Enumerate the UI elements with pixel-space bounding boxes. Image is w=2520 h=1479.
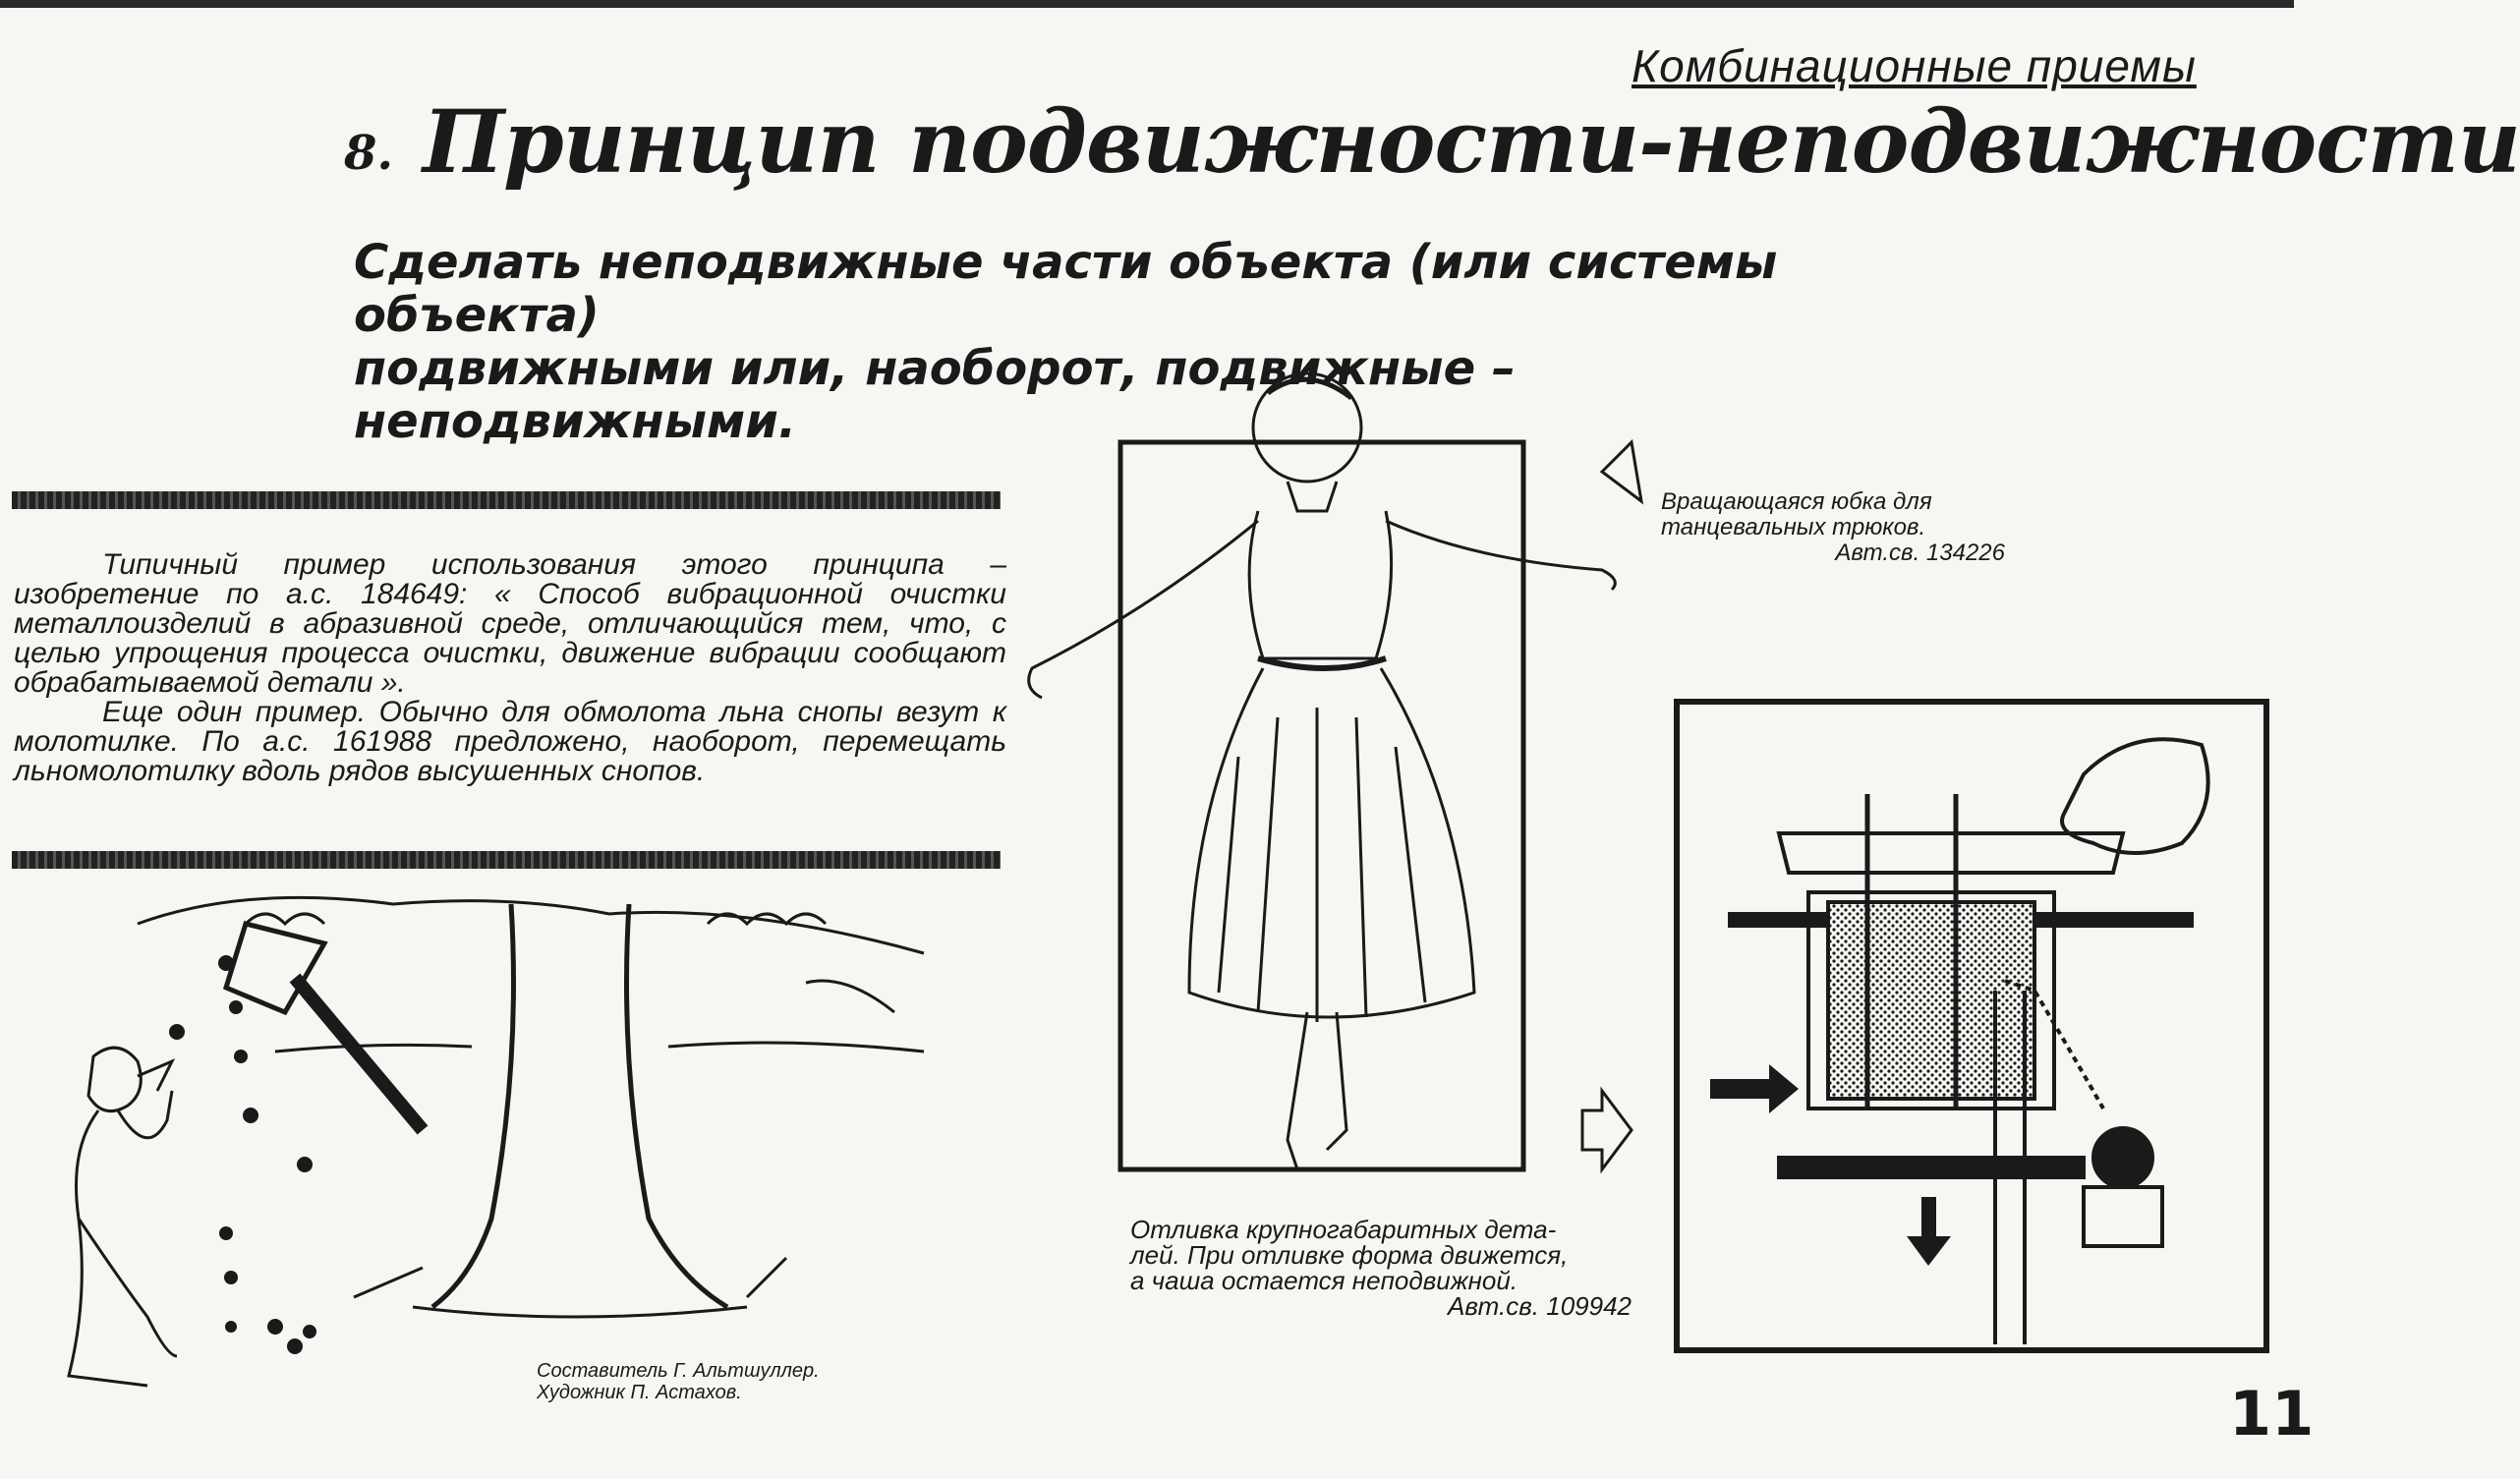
page-title: Принцип подвижности-неподвижности <box>423 90 2520 193</box>
credits-artist: Художник П. Астахов. <box>537 1382 742 1403</box>
credits <box>537 1360 820 1403</box>
page-number: 11 <box>2229 1378 2315 1450</box>
casting-apparatus-illustration <box>1671 696 2280 1364</box>
casting-caption <box>1130 1217 1641 1319</box>
section-label: Комбинационные приемы <box>1632 40 2197 91</box>
skirt-caption-line-2: танцевальных трюков. <box>1661 514 1926 540</box>
divider-rule-top <box>12 491 1001 509</box>
tree-threshing-illustration <box>0 865 944 1415</box>
casting-caption-line-2: лей. При отливке форма движется, <box>1130 1240 1569 1270</box>
example-text <box>14 550 1006 786</box>
skirt-patent-ref: Авт.св. 134226 <box>1835 540 2005 566</box>
example-paragraph-2: Еще один пример. Обычно для обмолота льна снопы везут к молотилке. По а.с. 161988 предложено, наоборот, перемещать льномолотилку вдоль рядов высушенных снопов. <box>14 696 1006 787</box>
principle-statement-line-1: Сделать неподвижные части объекта (или системы объекта) <box>354 235 1778 343</box>
principle-number: 8. <box>344 126 394 181</box>
casting-caption-line-1: Отливка крупногабаритных дета- <box>1130 1215 1557 1244</box>
principle-statement-line-2: подвижными или, наоборот, подвижные – неподвижными. <box>354 341 1516 449</box>
skirt-caption <box>1661 489 2015 566</box>
example-paragraph-1: Типичный пример использования этого принципа – изобретение по а.с. 184649: « Способ вибрационной очистки металлоизделий в абразивной среде, отличающийся тем, что, с целью упрощения процесса очистки, движение вибрации сообщают обрабатываемой детали ». <box>14 548 1006 699</box>
credits-compiler: Составитель Г. Альтшуллер. <box>537 1360 820 1382</box>
casting-caption-line-3: а чаша остается неподвижной. <box>1130 1266 1518 1295</box>
dancer-skirt-illustration <box>1012 364 1720 1228</box>
skirt-caption-line-1: Вращающаяся юбка для <box>1661 488 1932 515</box>
top-border-line <box>0 0 2294 8</box>
casting-patent-ref: Авт.св. 109942 <box>1448 1291 1632 1321</box>
